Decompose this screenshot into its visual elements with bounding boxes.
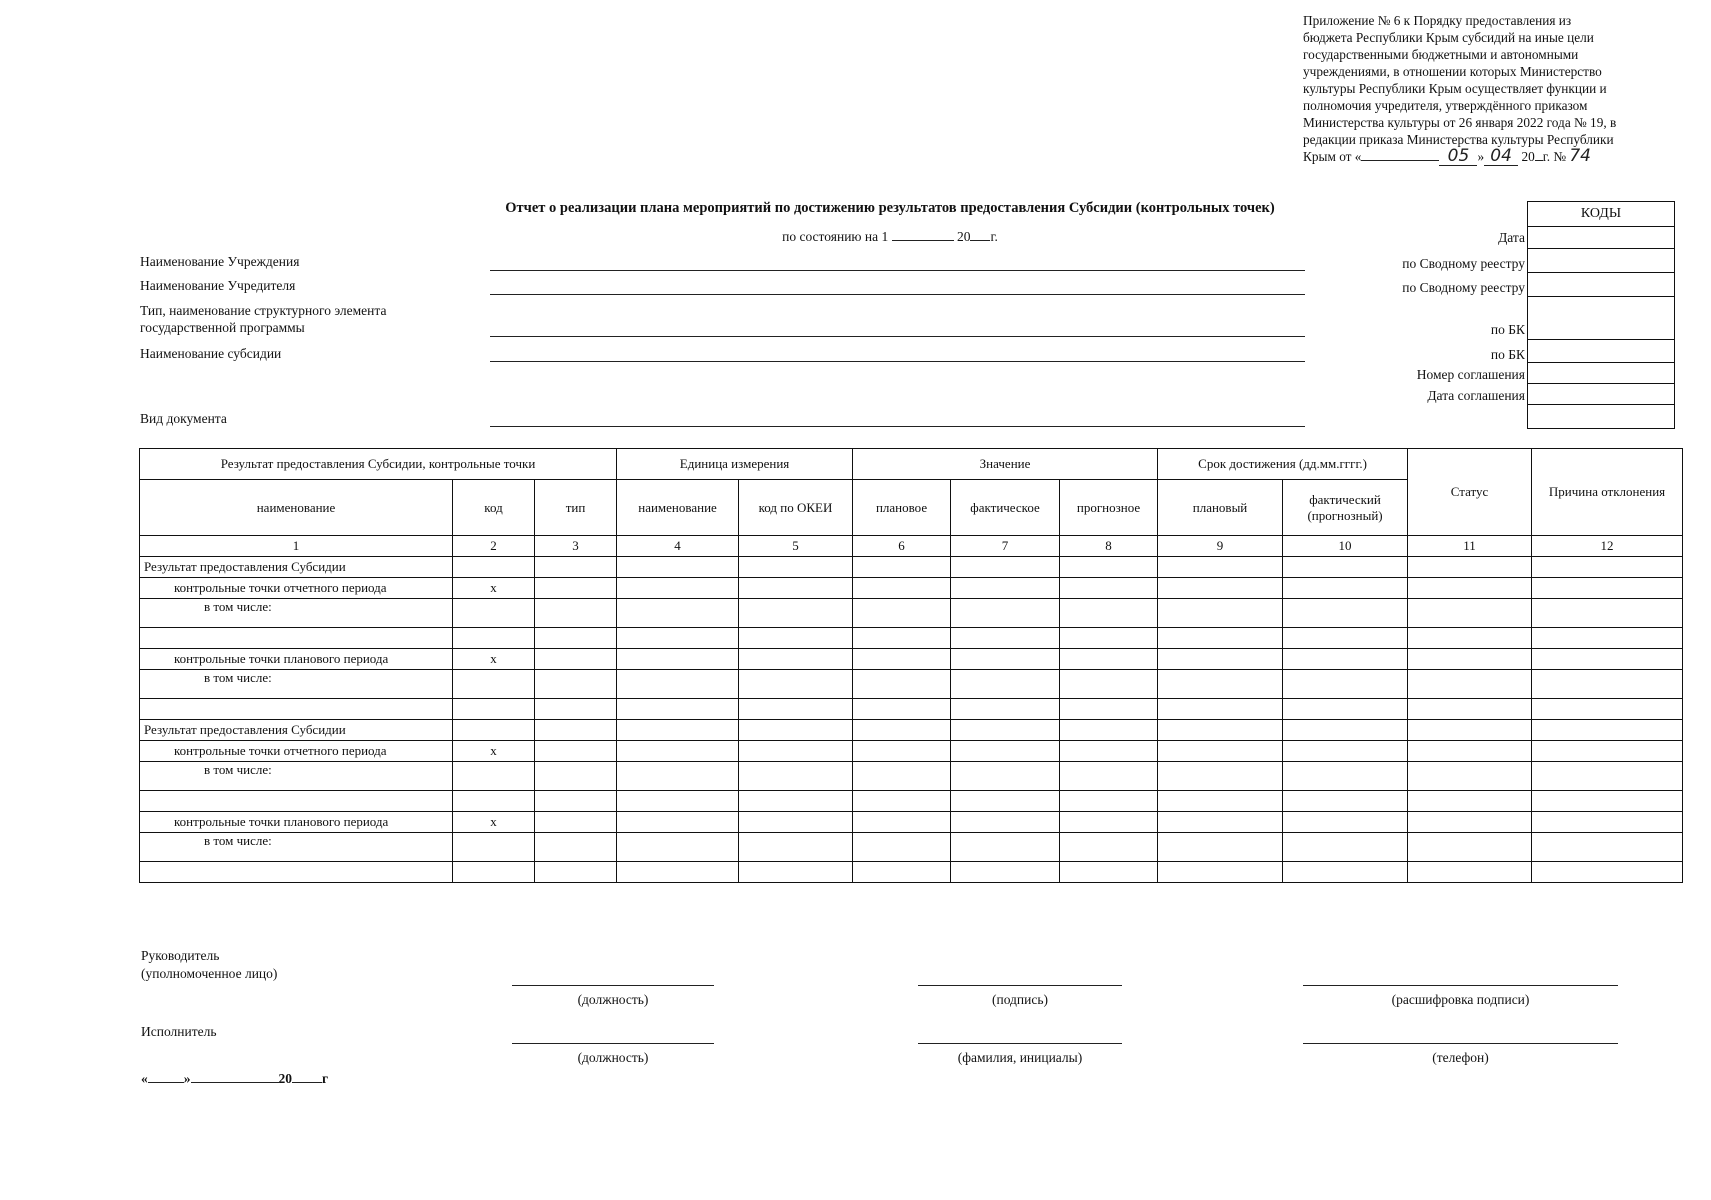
row-cell[interactable] [739,812,853,833]
row-cell[interactable] [1408,862,1532,883]
table-row [140,720,1683,741]
row-cell[interactable] [951,699,1060,720]
table-row [140,762,1683,791]
row-cell[interactable] [617,670,739,699]
row-cell[interactable] [1532,833,1683,862]
head-label: Руководитель [141,948,220,963]
row-code-cell[interactable]: х [453,649,535,670]
subheader-name: наименование [140,480,453,536]
row-cell[interactable] [739,578,853,599]
row-code-cell[interactable] [453,762,535,791]
row-cell[interactable] [739,833,853,862]
row-code-cell[interactable] [453,833,535,862]
row-code-cell[interactable]: х [453,812,535,833]
executor-label: Исполнитель [141,1024,217,1039]
exec-note-name: (фамилия, инициалы) [957,1050,1083,1065]
header-status: Статус [1408,449,1532,536]
table-row [140,741,1683,762]
row-code-cell[interactable] [453,557,535,578]
row-cell[interactable] [853,699,951,720]
row-cell[interactable] [853,833,951,862]
row-cell[interactable] [1060,670,1158,699]
row-code-cell[interactable] [453,670,535,699]
row-cell[interactable] [617,720,739,741]
code-label-registry-1: по Сводному реестру [1402,256,1525,271]
field-subsidy-label: Наименование субсидии [140,346,282,361]
row-cell[interactable] [1283,741,1408,762]
row-cell[interactable] [1283,649,1408,670]
table-row [140,699,1683,720]
row-cell[interactable] [1060,628,1158,649]
row-cell[interactable] [739,741,853,762]
row-cell[interactable] [1158,578,1283,599]
row-cell[interactable] [1158,670,1283,699]
row-cell[interactable] [1532,649,1683,670]
head-note-position: (должность) [577,992,649,1007]
col-number: 8 [1060,536,1158,557]
col-number: 10 [1283,536,1408,557]
head-signature-line[interactable] [918,985,1122,986]
row-cell[interactable] [535,649,617,670]
row-cell[interactable] [617,833,739,862]
row-cell[interactable] [617,649,739,670]
row-cell[interactable] [853,557,951,578]
field-founder-label: Наименование Учредителя [140,278,296,293]
row-cell[interactable] [1283,628,1408,649]
code-cell-registry-2[interactable] [1528,272,1674,296]
row-name-cell[interactable]: в том числе: [140,833,453,862]
row-cell[interactable] [739,862,853,883]
row-cell[interactable] [1060,791,1158,812]
row-cell[interactable] [1060,557,1158,578]
row-cell[interactable] [535,599,617,628]
row-cell[interactable] [535,862,617,883]
header-value: Значение [853,449,1158,480]
code-cell-agreement-number[interactable] [1528,362,1674,383]
col-number: 1 [140,536,453,557]
row-cell[interactable] [617,862,739,883]
row-cell[interactable] [1532,762,1683,791]
table-row [140,833,1683,862]
row-cell[interactable] [1408,649,1532,670]
row-cell[interactable] [1158,720,1283,741]
row-cell[interactable] [1532,578,1683,599]
row-cell[interactable] [1060,578,1158,599]
head-label-2: (уполномоченное лицо) [141,966,278,981]
row-cell[interactable] [1158,762,1283,791]
field-subsidy-line[interactable] [490,361,1305,362]
row-cell[interactable] [1408,791,1532,812]
row-cell[interactable] [951,720,1060,741]
table-row [140,670,1683,699]
row-cell[interactable] [739,599,853,628]
subheader-forecast: прогнозное [1060,480,1158,536]
row-cell[interactable] [1532,741,1683,762]
code-cell-date[interactable] [1528,226,1674,248]
row-cell[interactable] [739,699,853,720]
row-cell[interactable] [1532,628,1683,649]
row-cell[interactable] [853,812,951,833]
col-number: 11 [1408,536,1532,557]
row-cell[interactable] [535,791,617,812]
report-title: Отчет о реализации плана мероприятий по достижению результатов предоставления Субсидии (контрольных точек) [505,200,1275,216]
code-label-bk-2: по БК [1490,347,1525,362]
code-cell-bk-1[interactable] [1528,296,1674,339]
col-number: 7 [951,536,1060,557]
row-cell[interactable] [1060,833,1158,862]
row-name-cell[interactable] [140,791,453,812]
row-cell[interactable] [951,833,1060,862]
row-cell[interactable] [951,862,1060,883]
exec-position-line[interactable] [512,1043,714,1044]
row-cell[interactable] [853,741,951,762]
signature-date: « » 20 г [141,1071,329,1086]
exec-note-position: (должность) [577,1050,649,1065]
row-cell[interactable] [1060,862,1158,883]
row-cell[interactable] [853,720,951,741]
row-cell[interactable] [1158,833,1283,862]
row-cell[interactable] [1283,812,1408,833]
control-points-table [139,448,1683,883]
code-cell-agreement-date[interactable] [1528,383,1674,404]
codes-box [1527,201,1675,429]
row-cell[interactable] [1408,557,1532,578]
appendix-line: государственными бюджетными и автономными [1303,47,1579,62]
table-row [140,791,1683,812]
row-cell[interactable] [1158,699,1283,720]
row-cell[interactable] [1532,812,1683,833]
table-group-header-row [140,449,1683,480]
row-cell[interactable] [739,649,853,670]
appendix-line: культуры Республики Крым осуществляет функции и [1303,81,1607,96]
appendix-line: редакции приказа Министерства культуры Республики [1303,132,1614,147]
subheader-term-actual: фактический (прогнозный) [1283,480,1408,536]
col-number: 2 [453,536,535,557]
row-cell[interactable] [853,599,951,628]
row-cell[interactable] [1532,791,1683,812]
row-name-cell[interactable] [140,862,453,883]
row-cell[interactable] [1408,720,1532,741]
row-cell[interactable] [1158,862,1283,883]
row-cell[interactable] [535,741,617,762]
row-cell[interactable] [1532,557,1683,578]
row-code-cell[interactable] [453,599,535,628]
row-name-cell[interactable] [140,699,453,720]
row-cell[interactable] [951,557,1060,578]
field-founder-line[interactable] [490,294,1305,295]
row-cell[interactable] [1408,578,1532,599]
field-doctype-label: Вид документа [140,411,227,426]
subheader-type: тип [535,480,617,536]
row-cell[interactable] [1408,670,1532,699]
row-cell[interactable] [853,628,951,649]
table-row [140,599,1683,628]
row-cell[interactable] [617,699,739,720]
as-of-date: по состоянию на 1 20 г. [782,229,998,244]
row-code-cell[interactable] [453,791,535,812]
row-cell[interactable] [617,599,739,628]
head-position-line[interactable] [512,985,714,986]
row-cell[interactable] [1283,720,1408,741]
row-name-cell[interactable]: в том числе: [140,599,453,628]
row-cell[interactable] [951,649,1060,670]
row-name-cell[interactable]: контрольные точки планового периода [140,649,453,670]
row-cell[interactable] [535,762,617,791]
row-cell[interactable] [951,791,1060,812]
table-row [140,578,1683,599]
subheader-code: код [453,480,535,536]
row-code-cell[interactable] [453,720,535,741]
appendix-line: Приложение № 6 к Порядку предоставления из [1303,13,1572,28]
header-result: Результат предоставления Субсидии, контрольные точки [140,449,617,480]
row-cell[interactable] [1408,762,1532,791]
row-cell[interactable] [853,670,951,699]
row-cell[interactable] [535,720,617,741]
field-institution-label: Наименование Учреждения [140,254,300,269]
row-cell[interactable] [1532,599,1683,628]
handwritten-day: 05 [1439,148,1477,166]
field-program-label-2: государственной программы [140,320,305,335]
col-number: 5 [739,536,853,557]
header-term: Срок достижения (дд.мм.гггг.) [1158,449,1408,480]
field-institution-line[interactable] [490,270,1305,271]
row-cell[interactable] [853,791,951,812]
appendix-line: учреждениями, в отношении которых Министерство [1303,64,1602,79]
row-cell[interactable] [739,720,853,741]
row-name-cell[interactable]: в том числе: [140,762,453,791]
row-cell[interactable] [1283,599,1408,628]
row-cell[interactable] [1158,599,1283,628]
handwritten-month: 04 [1484,148,1518,166]
row-cell[interactable] [1158,557,1283,578]
row-code-cell[interactable]: х [453,578,535,599]
field-program-line[interactable] [490,336,1305,337]
row-cell[interactable] [1060,599,1158,628]
row-cell[interactable] [1408,628,1532,649]
row-cell[interactable] [853,649,951,670]
head-decoding-line[interactable] [1303,985,1618,986]
row-cell[interactable] [739,762,853,791]
row-cell[interactable] [617,628,739,649]
row-cell[interactable] [1283,699,1408,720]
code-label-date: Дата [1498,230,1525,245]
row-cell[interactable] [1060,762,1158,791]
row-cell[interactable] [1408,599,1532,628]
row-name-cell[interactable] [140,628,453,649]
row-cell[interactable] [1158,628,1283,649]
subheader-okei: код по ОКЕИ [739,480,853,536]
appendix-line: полномочия учредителя, утверждённого приказом [1303,98,1588,113]
row-cell[interactable] [535,812,617,833]
header-reason: Причина отклонения [1532,449,1683,536]
row-cell[interactable] [1408,812,1532,833]
code-label-agreement-date: Дата соглашения [1427,388,1525,403]
row-name-cell[interactable]: контрольные точки планового периода [140,812,453,833]
appendix-order-line: Крым от « 05 » 04 20 г. № 74 [1303,146,1591,166]
head-note-decoding: (расшифровка подписи) [1391,992,1530,1007]
table-row [140,862,1683,883]
row-cell[interactable] [951,628,1060,649]
subheader-actual: фактическое [951,480,1060,536]
codes-header: КОДЫ [1580,206,1622,221]
row-cell[interactable] [1283,557,1408,578]
table-row [140,812,1683,833]
row-cell[interactable] [1532,862,1683,883]
row-name-cell[interactable]: в том числе: [140,670,453,699]
row-cell[interactable] [739,791,853,812]
row-cell[interactable] [1158,812,1283,833]
code-label-bk-1: по БК [1490,322,1525,337]
row-cell[interactable] [1158,649,1283,670]
row-name-cell[interactable]: контрольные точки отчетного периода [140,741,453,762]
table-row [140,628,1683,649]
row-code-cell[interactable] [453,862,535,883]
subheader-unit-name: наименование [617,480,739,536]
row-cell[interactable] [1158,741,1283,762]
row-cell[interactable] [1283,833,1408,862]
row-cell[interactable] [1283,791,1408,812]
row-cell[interactable] [853,578,951,599]
col-number: 6 [853,536,951,557]
row-cell[interactable] [1532,720,1683,741]
row-cell[interactable] [1283,578,1408,599]
col-number: 3 [535,536,617,557]
row-cell[interactable] [1158,791,1283,812]
row-cell[interactable] [617,762,739,791]
row-cell[interactable] [1060,741,1158,762]
exec-phone-line[interactable] [1303,1043,1618,1044]
row-cell[interactable] [617,578,739,599]
row-cell[interactable] [951,741,1060,762]
code-cell-bk-2[interactable] [1528,339,1674,362]
col-number: 12 [1532,536,1683,557]
row-code-cell[interactable]: х [453,741,535,762]
row-cell[interactable] [617,557,739,578]
appendix-line: Министерства культуры от 26 января 2022 года № 19, в [1303,115,1617,130]
row-code-cell[interactable] [453,699,535,720]
row-cell[interactable] [1532,670,1683,699]
code-label-registry-2: по Сводному реестру [1402,280,1525,295]
row-cell[interactable] [1283,862,1408,883]
row-cell[interactable] [1283,762,1408,791]
row-cell[interactable] [535,699,617,720]
row-cell[interactable] [535,557,617,578]
row-cell[interactable] [535,578,617,599]
handwritten-number: 74 [1569,146,1591,166]
row-cell[interactable] [535,628,617,649]
row-cell[interactable] [617,741,739,762]
row-cell[interactable] [617,812,739,833]
row-cell[interactable] [1532,699,1683,720]
col-number: 4 [617,536,739,557]
row-cell[interactable] [535,833,617,862]
code-cell-doctype[interactable] [1528,404,1674,428]
col-number: 9 [1158,536,1283,557]
appendix-line: бюджета Республики Крым субсидий на иные цели [1303,30,1594,45]
row-cell[interactable] [1408,699,1532,720]
row-cell[interactable] [853,762,951,791]
code-label-agreement-number: Номер соглашения [1416,367,1525,382]
row-cell[interactable] [535,670,617,699]
row-cell[interactable] [1060,812,1158,833]
row-cell[interactable] [853,862,951,883]
row-cell[interactable] [739,670,853,699]
row-cell[interactable] [1060,699,1158,720]
row-cell[interactable] [951,670,1060,699]
header-unit: Единица измерения [617,449,853,480]
row-cell[interactable] [1283,670,1408,699]
table-row [140,649,1683,670]
row-cell[interactable] [1060,720,1158,741]
field-program-label: Тип, наименование структурного элемента [140,303,387,318]
exec-name-line[interactable] [918,1043,1122,1044]
row-cell[interactable] [739,557,853,578]
row-cell[interactable] [739,628,853,649]
subheader-term-planned: плановый [1158,480,1283,536]
code-cell-registry-1[interactable] [1528,248,1674,272]
table-col-number-row [140,536,1683,557]
table-row [140,557,1683,578]
row-cell[interactable] [617,791,739,812]
row-code-cell[interactable] [453,628,535,649]
subheader-planned: плановое [853,480,951,536]
exec-note-phone: (телефон) [1432,1050,1489,1065]
row-cell[interactable] [951,762,1060,791]
row-cell[interactable] [1408,833,1532,862]
head-note-signature: (подпись) [991,992,1049,1007]
field-doctype-line[interactable] [490,426,1305,427]
row-cell[interactable] [951,599,1060,628]
row-name-cell[interactable]: Результат предоставления Субсидии [140,720,453,741]
row-cell[interactable] [951,578,1060,599]
row-name-cell[interactable]: контрольные точки отчетного периода [140,578,453,599]
row-cell[interactable] [1060,649,1158,670]
row-name-cell[interactable]: Результат предоставления Субсидии [140,557,453,578]
row-cell[interactable] [951,812,1060,833]
appendix-note [1303,12,1683,166]
row-cell[interactable] [1408,741,1532,762]
